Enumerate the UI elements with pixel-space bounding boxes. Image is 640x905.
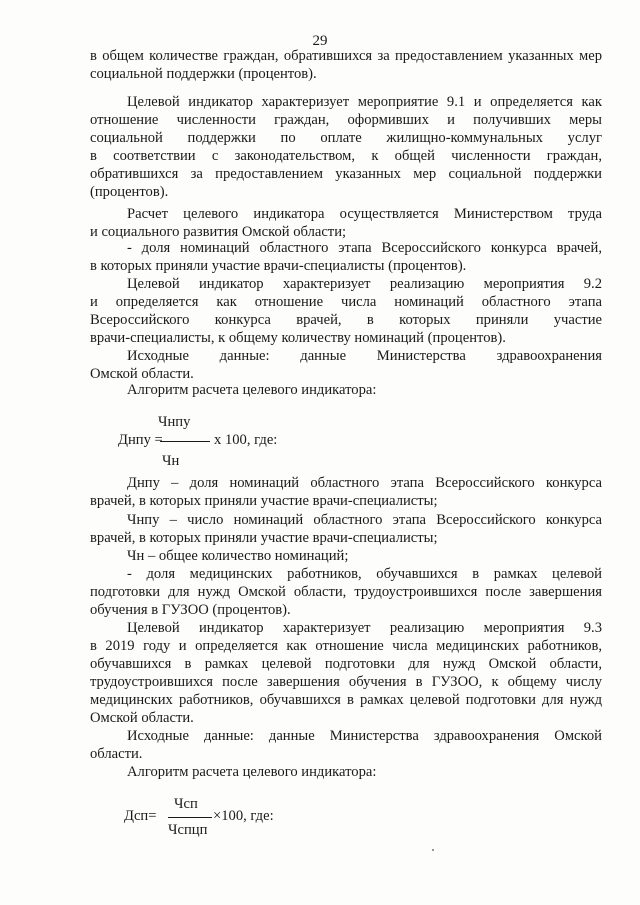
formula-lhs: Днпу = [118,432,163,448]
text-line: Омской области. [90,710,194,726]
text-line: Днпу – доля номинаций областного этапа Всероссийского конкурса [127,475,602,491]
text-line: Чн – общее количество номинаций; [127,548,349,564]
text-line: обучавшихся в рамках целевой подготовки для нужд Омской области, [90,656,602,672]
text-line: отношение численности граждан, оформивших и получивших меры [90,112,602,128]
formula-rhs: ×100, где: [213,808,274,824]
text-line: Алгоритм расчета целевого индикатора: [127,382,377,398]
text-line: трудоустроившихся после завершения обучения в ГУЗОО, к общему числу [90,674,602,690]
text-line: Омской области. [90,366,194,382]
text-line: Расчет целевого индикатора осуществляется Министерством труда [127,206,602,222]
text-line: подготовки для нужд Омской области, трудоустроившихся после завершения [90,584,602,600]
text-line: Чнпу – число номинаций областного этапа Всероссийского конкурса [127,512,602,528]
text-line: Исходные данные: данные Министерства здравоохранения [127,348,602,364]
formula-denominator: Чн [162,453,180,469]
page-number: 29 [312,33,328,49]
fraction-bar [160,441,210,442]
text-line: в соответствии с законодательством, к общей численности граждан, [90,148,602,164]
fraction-bar [168,817,212,818]
text-line: области. [90,746,143,762]
text-line: врачей, в которых приняли участие врачи-специалисты; [90,493,438,509]
text-line: в которых приняли участие врачи-специалисты (процентов). [90,258,467,274]
text-line: обратившихся за предоставлением указанных мер социальной поддержки [90,166,602,182]
text-line: и социального развития Омской области; [90,224,347,240]
text-line: обучения в ГУЗОО (процентов). [90,602,291,618]
bullet-item: - доля номинаций областного этапа Всероссийского конкурса врачей, [127,240,602,256]
text-line: Всероссийского конкурса врачей, в которых приняли участие [90,312,602,328]
text-line: врачей, в которых приняли участие врачи-специалисты; [90,530,438,546]
text-line: Исходные данные: данные Министерства здравоохранения Омской [127,728,602,744]
bullet-item: - доля медицинских работников, обучавшихся в рамках целевой [127,566,602,582]
text-line: (процентов). [90,184,169,200]
text-line: медицинских работников, обучавшихся в рамках целевой подготовки для нужд [90,692,602,708]
formula-denominator: Чспцп [168,822,208,838]
text-line: Целевой индикатор характеризует мероприятие 9.1 и определяется как [127,94,602,110]
formula-lhs: Дсп= [124,808,157,824]
scan-speck [432,849,434,851]
text-line: социальной поддержки (процентов). [90,66,317,82]
text-line: в 2019 году и определяется как отношение числа медицинских работников, [90,638,602,654]
text-line: Алгоритм расчета целевого индикатора: [127,764,377,780]
formula-numerator: Чнпу [158,414,191,430]
formula-numerator: Чсп [174,796,198,812]
text-line: и определяется как отношение числа номинаций областного этапа [90,294,602,310]
text-line: врачи-специалисты, к общему количеству номинаций (процентов). [90,330,506,346]
formula-rhs: х 100, где: [214,432,278,448]
text-line: Целевой индикатор характеризует реализацию мероприятия 9.2 [127,276,602,292]
text-line: Целевой индикатор характеризует реализацию мероприятия 9.3 [127,620,602,636]
text-line: в общем количестве граждан, обратившихся за предоставлением указанных мер [90,48,602,64]
text-line: социальной поддержки по оплате жилищно-коммунальных услуг [90,130,602,146]
